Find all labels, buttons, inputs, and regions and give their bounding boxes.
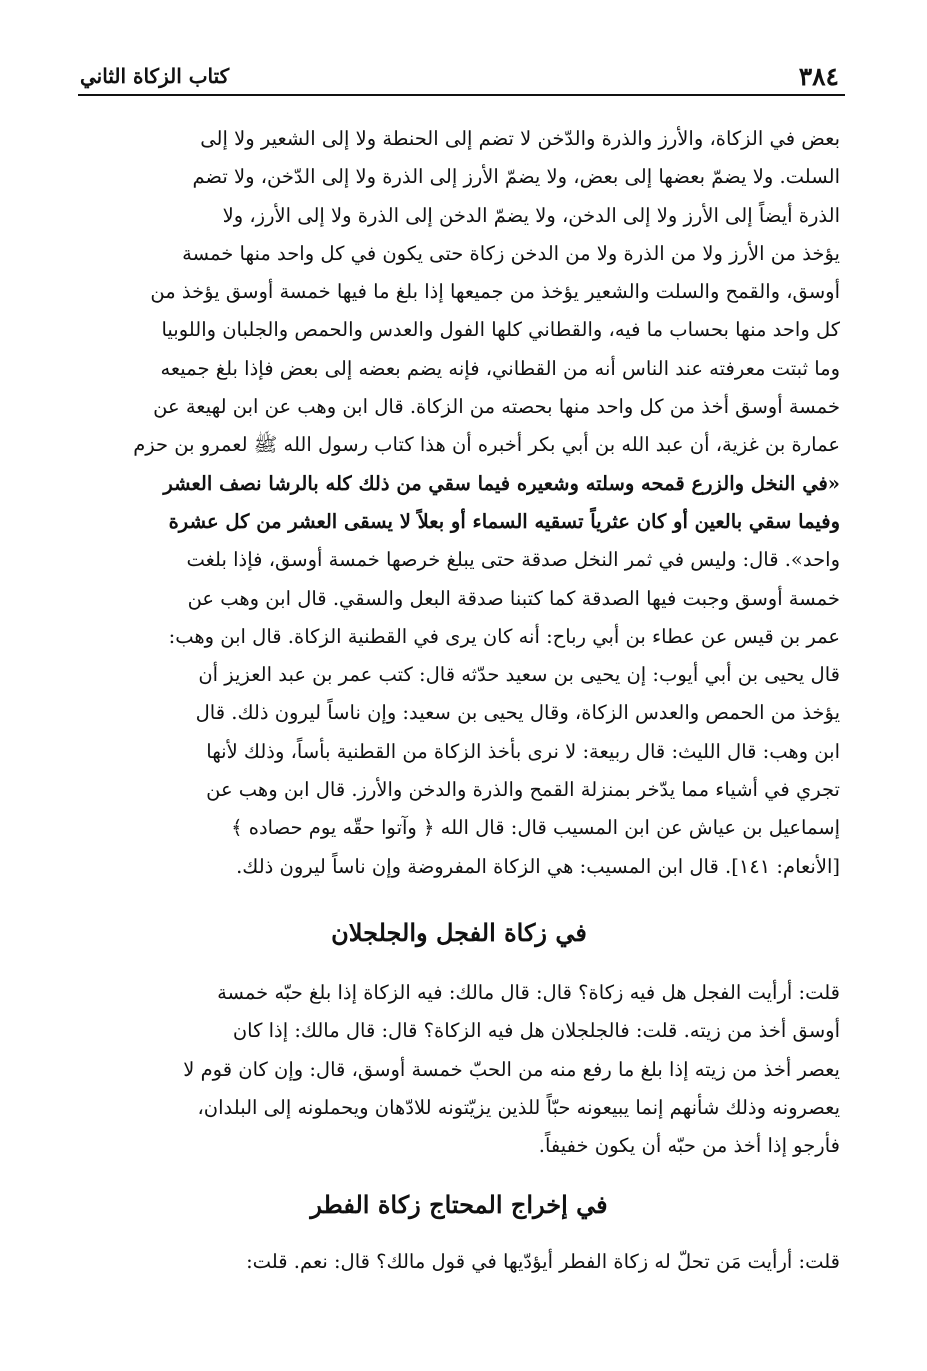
text-line: قال يحيى بن أبي أيوب: إن يحيى بن سعيد حدّثه قال: كتب عمر بن عبد العزيز أن (198, 663, 840, 687)
text-line: بعض في الزكاة، والأرز والذرة والدّخن لا تضم إلى الحنطة ولا إلى الشعير ولا إلى (200, 127, 840, 150)
text-line: السلت. ولا يضمّ بعضها إلى بعض، ولا يضمّ الأرز إلى الذرة ولا إلى الدّخن، ولا تضم (192, 165, 840, 189)
text-line: وما ثبتت معرفته عند الناس أنه من القطاني، فإنه يضم بعضه إلى بعض فإذا بلغ جميعه (160, 356, 840, 380)
text-line: الذرة أيضاً إلى الأرز ولا إلى الدخن، ولا يضمّ الدخن إلى الذرة ولا إلى الأرز، ولا (222, 203, 840, 227)
text-line: عمر بن قيس عن عطاء بن أبي رباح: أنه كان يرى في القطنية الزكاة. قال ابن وهب: (168, 624, 840, 648)
text-line: يؤخذ من الحمص والعدس الزكاة، وقال يحيى بن سعيد: وإن ناساً ليرون ذلك. قال (195, 701, 840, 725)
page-number: ٣٨٤ (798, 62, 839, 91)
text-line: أوسق، والقمح والسلت والشعير يؤخذ من جميعها إذا بلغ ما فيها خمسة أوسق يؤخذ من (150, 280, 840, 304)
text-line: تجري في أشياء مما يدّخر بمنزلة القمح والذرة والدخن والأرز. قال ابن وهب عن (206, 778, 840, 802)
text-line: يعصر أخذ من زيته إذا بلغ ما رفع منه من الحبّ خمسة أوسق، قال: وإن كان قوم لا (183, 1057, 840, 1081)
text-line: أوسق أخذ من زيته. قلت: فالجلجلان هل فيه الزكاة؟ قال: قال مالك: إذا كان (232, 1019, 840, 1043)
text-line: قلت: أرأيت مَن تحلّ له زكاة الفطر أيؤدّيها في قول مالك؟ قال: نعم. قلت: (246, 1250, 840, 1273)
text-line: [الأنعام: ١٤١]. قال ابن المسيب: هي الزكاة المفروضة وإن ناساً ليرون ذلك. (236, 854, 840, 878)
hadith-quote-line: «في النخل والزرع قمحه وسلته وشعيره فيما سقي من ذلك كله بالرشا نصف العشر (163, 471, 840, 495)
text-line: ابن وهب: قال الليث: قال ربيعة: لا نرى بأخذ الزكاة من القطنية بأساً، وذلك لأنها (206, 739, 840, 763)
section-heading: في زكاة الفجل والجلجلان (331, 918, 587, 947)
text-line: واحد». قال: وليس في ثمر النخل صدقة حتى يبلغ خرصها خمسة أوسق، فإذا بلغت (186, 548, 840, 572)
text-line: إسماعيل بن عياش عن ابن المسيب قال: قال الله ﴿ وآتوا حقّه يوم حصاده ﴾ (231, 816, 840, 840)
hadith-quote-line: وفيما سقي بالعين أو كان عثرياً تسقيه السماء أو بعلاً لا يسقى العشر من كل عشرة (168, 509, 840, 533)
text-line: قلت: أرأيت الفجل هل فيه زكاة؟ قال: قال مالك: فيه الزكاة إذا بلغ حبّه خمسة (217, 981, 840, 1004)
text-line: كل واحد منها بحساب ما فيه، والقطاني كلها الفول والعدس والحمص والجلبان واللوبيا (161, 318, 840, 342)
page-header (78, 58, 845, 96)
book-title: كتاب الزكاة الثاني (80, 64, 230, 88)
text-line: فأرجو إذا أخذ من حبّه أن يكون خفيفاً. (538, 1134, 840, 1158)
body-paragraph-2 (78, 974, 840, 1165)
text-line: يعصرونه وذلك شأنهم إنما يبيعونه حبّاً للذين يزيّتونه للادّهان ويحملونه إلى البلدان، (197, 1095, 840, 1119)
text-line: خمسة أوسق أخذ من كل واحد منها بحصته من الزكاة. قال ابن وهب عن ابن لهيعة عن (153, 395, 840, 419)
section-heading: في إخراج المحتاج زكاة الفطر (310, 1190, 608, 1219)
text-line: عمارة بن غزية، أن عبد الله بن أبي بكر أخبره أن هذا كتاب رسول الله ﷺ لعمرو بن حزم (133, 433, 840, 457)
text-line: خمسة أوسق وجبت فيها الصدقة كما كتبنا صدقة البعل والسقي. قال ابن وهب عن (187, 586, 840, 610)
body-paragraph-3 (78, 1243, 840, 1281)
text-line: يؤخذ من الأرز ولا من الذرة ولا من الدخن زكاة حتى يكون في كل واحد منها خمسة (182, 241, 840, 265)
body-paragraph-1 (78, 120, 840, 886)
